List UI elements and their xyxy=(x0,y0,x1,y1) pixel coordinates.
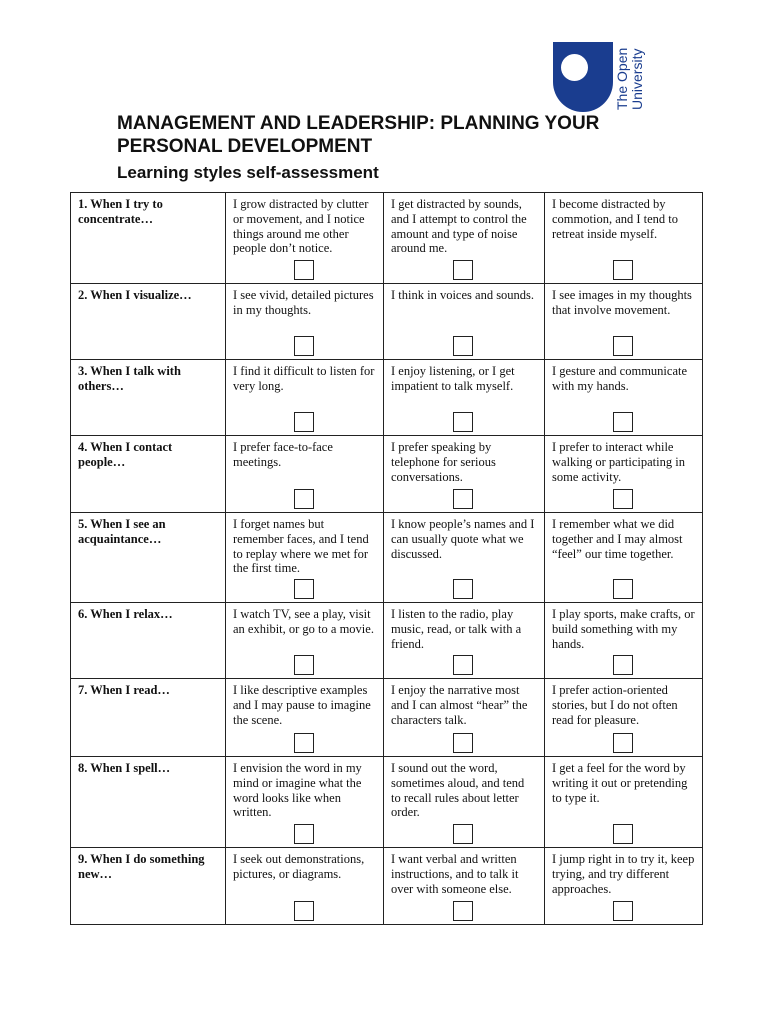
option-checkbox[interactable] xyxy=(294,824,314,844)
option-text: I prefer to interact while walking or participating in some activity. xyxy=(552,440,685,484)
question-cell: 8. When I spell… xyxy=(71,757,226,848)
table-row xyxy=(71,848,703,925)
option-text: I prefer face-to-face meetings. xyxy=(233,440,333,469)
option-cell xyxy=(226,360,384,436)
option-text: I gesture and communicate with my hands. xyxy=(552,364,688,393)
option-text: I sound out the word, sometimes aloud, and tend to recall rules about letter order. xyxy=(391,761,525,820)
option-checkbox[interactable] xyxy=(453,489,473,509)
option-checkbox[interactable] xyxy=(453,733,473,753)
option-cell xyxy=(226,848,384,925)
option-checkbox[interactable] xyxy=(294,336,314,356)
option-text: I think in voices and sounds. xyxy=(391,288,535,302)
option-checkbox[interactable] xyxy=(613,260,633,280)
option-checkbox[interactable] xyxy=(294,901,314,921)
option-checkbox[interactable] xyxy=(613,733,633,753)
option-cell xyxy=(545,284,703,360)
option-checkbox[interactable] xyxy=(453,336,473,356)
option-checkbox[interactable] xyxy=(453,901,473,921)
table-row xyxy=(71,603,703,679)
question-cell: 4. When I contact people… xyxy=(71,436,226,513)
option-text: I prefer speaking by telephone for serious conversations. xyxy=(391,440,496,484)
option-cell xyxy=(226,193,384,284)
option-text: I watch TV, see a play, visit an exhibit, or go to a movie. xyxy=(233,607,374,636)
option-text: I play sports, make crafts, or build something with my hands. xyxy=(552,607,695,651)
table-row xyxy=(71,679,703,757)
option-cell xyxy=(545,848,703,925)
question-cell: 9. When I do something new… xyxy=(71,848,226,925)
question-cell: 5. When I see an acquaintance… xyxy=(71,513,226,603)
table-row xyxy=(71,360,703,436)
option-text: I like descriptive examples and I may pause to imagine the scene. xyxy=(233,683,371,727)
option-text: I know people’s names and I can usually quote what we discussed. xyxy=(391,517,535,561)
option-text: I listen to the radio, play music, read, or talk with a friend. xyxy=(391,607,522,651)
option-cell xyxy=(384,436,545,513)
option-text: I get distracted by sounds, and I attempt to control the amount and type of noise around me. xyxy=(391,197,527,256)
option-cell xyxy=(384,513,545,603)
option-checkbox[interactable] xyxy=(613,489,633,509)
question-cell: 2. When I visualize… xyxy=(71,284,226,360)
option-text: I enjoy listening, or I get impatient to talk myself. xyxy=(391,364,515,393)
option-cell xyxy=(545,679,703,757)
table-row xyxy=(71,513,703,603)
option-checkbox[interactable] xyxy=(294,733,314,753)
option-cell xyxy=(384,848,545,925)
option-cell xyxy=(545,757,703,848)
page-title: MANAGEMENT AND LEADERSHIP: PLANNING YOUR PERSONAL DEVELOPMENT xyxy=(117,113,600,157)
option-checkbox[interactable] xyxy=(453,824,473,844)
logo-wordmark: The Open University xyxy=(614,47,645,110)
option-text: I become distracted by commotion, and I tend to retreat inside myself. xyxy=(552,197,679,241)
option-text: I see images in my thoughts that involve movement. xyxy=(552,288,692,317)
option-cell xyxy=(384,679,545,757)
option-cell xyxy=(545,360,703,436)
option-checkbox[interactable] xyxy=(453,579,473,599)
option-cell xyxy=(384,284,545,360)
option-text: I grow distracted by clutter or movement, and I notice things around me other people don’t notice. xyxy=(233,197,369,256)
option-text: I enjoy the narrative most and I can almost “hear” the characters talk. xyxy=(391,683,528,727)
option-cell xyxy=(226,603,384,679)
option-cell xyxy=(226,757,384,848)
table-row xyxy=(71,436,703,513)
option-cell xyxy=(545,193,703,284)
option-text: I forget names but remember faces, and I tend to replay where we met for the first time. xyxy=(233,517,369,576)
page-subtitle: Learning styles self-assessment xyxy=(117,163,379,182)
option-checkbox[interactable] xyxy=(613,336,633,356)
option-checkbox[interactable] xyxy=(453,655,473,675)
question-cell: 1. When I try to concentrate… xyxy=(71,193,226,284)
option-text: I prefer action-oriented stories, but I do not often read for pleasure. xyxy=(552,683,678,727)
question-cell: 7. When I read… xyxy=(71,679,226,757)
option-cell xyxy=(384,360,545,436)
option-cell xyxy=(384,193,545,284)
option-cell xyxy=(545,436,703,513)
option-checkbox[interactable] xyxy=(613,901,633,921)
option-checkbox[interactable] xyxy=(294,412,314,432)
option-checkbox[interactable] xyxy=(294,260,314,280)
option-checkbox[interactable] xyxy=(613,655,633,675)
option-cell xyxy=(226,513,384,603)
option-cell xyxy=(384,603,545,679)
option-checkbox[interactable] xyxy=(294,489,314,509)
table-row xyxy=(71,757,703,848)
option-text: I jump right in to try it, keep trying, and try different approaches. xyxy=(552,852,695,896)
table-row xyxy=(71,284,703,360)
option-checkbox[interactable] xyxy=(453,412,473,432)
question-cell: 3. When I talk with others… xyxy=(71,360,226,436)
option-checkbox[interactable] xyxy=(613,412,633,432)
option-text: I remember what we did together and I may almost “feel” our time together. xyxy=(552,517,683,561)
option-cell xyxy=(384,757,545,848)
option-checkbox[interactable] xyxy=(613,579,633,599)
option-text: I want verbal and written instructions, and to talk it over with someone else. xyxy=(391,852,519,896)
option-text: I see vivid, detailed pictures in my thoughts. xyxy=(233,288,374,317)
option-cell xyxy=(226,284,384,360)
circle-logo-icon xyxy=(561,54,588,81)
question-cell: 6. When I relax… xyxy=(71,603,226,679)
option-text: I get a feel for the word by writing it out or pretending to type it. xyxy=(552,761,688,805)
open-university-logo xyxy=(553,42,653,114)
table-row xyxy=(71,193,703,284)
option-text: I find it difficult to listen for very long. xyxy=(233,364,375,393)
option-checkbox[interactable] xyxy=(294,655,314,675)
option-cell xyxy=(545,603,703,679)
option-text: I seek out demonstrations, pictures, or diagrams. xyxy=(233,852,365,881)
shield-logo-icon xyxy=(553,42,613,112)
option-cell xyxy=(226,436,384,513)
option-checkbox[interactable] xyxy=(613,824,633,844)
option-cell xyxy=(545,513,703,603)
option-text: I envision the word in my mind or imagine what the word looks like when written. xyxy=(233,761,362,820)
option-checkbox[interactable] xyxy=(453,260,473,280)
option-checkbox[interactable] xyxy=(294,579,314,599)
option-cell xyxy=(226,679,384,757)
assessment-table xyxy=(70,192,703,925)
